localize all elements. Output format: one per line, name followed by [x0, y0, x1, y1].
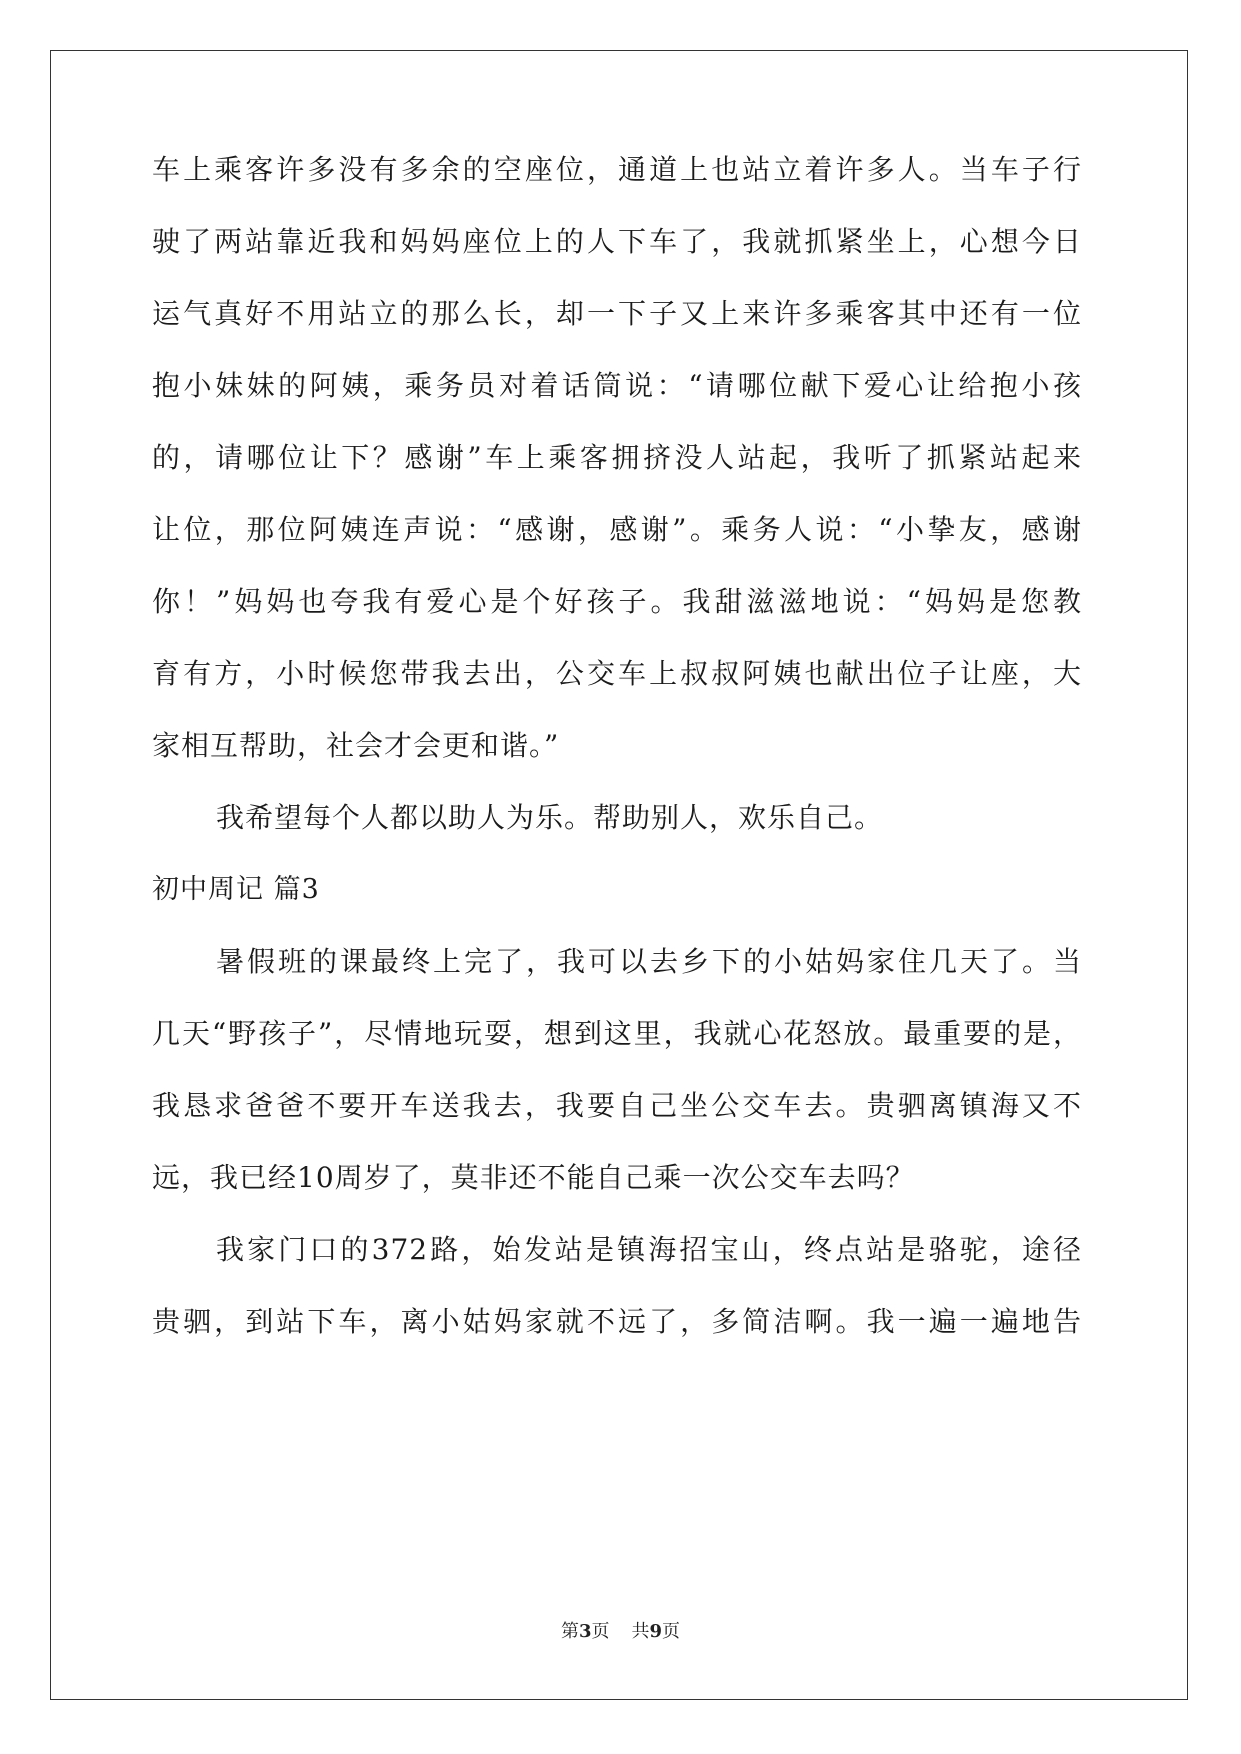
paragraph-line: 贵驷，到站下车，离小姑妈家就不远了，多简洁啊。我一遍一遍地告 — [152, 1305, 1082, 1338]
paragraph-line: 运气真好不用站立的那么长，却一下子又上来许多乘客其中还有一位 — [152, 297, 1082, 330]
page-number-current: 3 — [578, 1621, 592, 1642]
paragraph-line: 的，请哪位让下？感谢”车上乘客拥挤没人站起，我听了抓紧站起来 — [152, 441, 1082, 474]
paragraph-line: 抱小妹妹的阿姨，乘务员对着话筒说：“请哪位献下爱心让给抱小孩 — [152, 369, 1082, 402]
paragraph-line: 育有方，小时候您带我去出，公交车上叔叔阿姨也献出位子让座，大 — [152, 657, 1082, 690]
total-prefix: 共 — [631, 1621, 650, 1642]
paragraph-line: 远，我已经10周岁了，莫非还不能自己乘一次公交车去吗？ — [152, 1161, 915, 1194]
paragraph-line: 让位，那位阿姨连声说：“感谢，感谢”。乘务人说：“小挚友，感谢 — [152, 513, 1082, 546]
paragraph-line: 我希望每个人都以助人为乐。帮助别人，欢乐自己。 — [216, 801, 884, 834]
paragraph-line: 你！”妈妈也夸我有爱心是个好孩子。我甜滋滋地说：“妈妈是您教 — [152, 585, 1082, 618]
page-prefix: 第 — [560, 1621, 579, 1642]
page-suffix: 页 — [591, 1621, 610, 1642]
section-heading: 初中周记 篇3 — [152, 874, 320, 905]
paragraph-line: 车上乘客许多没有多余的空座位，通道上也站立着许多人。当车子行 — [152, 153, 1082, 186]
page-footer — [0, 1620, 1241, 1644]
paragraph-line: 家相互帮助，社会才会更和谐。” — [152, 729, 560, 762]
paragraph-line: 我家门口的372路，始发站是镇海招宝山，终点站是骆驼，途径 — [216, 1233, 1082, 1266]
total-suffix: 页 — [662, 1621, 681, 1642]
paragraph-line: 暑假班的课最终上完了，我可以去乡下的小姑妈家住几天了。当 — [216, 945, 1082, 978]
paragraph-line: 驶了两站靠近我和妈妈座位上的人下车了，我就抓紧坐上，心想今日 — [152, 225, 1082, 258]
paragraph-line: 几天“野孩子”，尽情地玩耍，想到这里，我就心花怒放。最重要的是， — [152, 1017, 1082, 1050]
page-number-total: 9 — [649, 1621, 663, 1642]
paragraph-line: 我恳求爸爸不要开车送我去，我要自己坐公交车去。贵驷离镇海又不 — [152, 1089, 1082, 1122]
